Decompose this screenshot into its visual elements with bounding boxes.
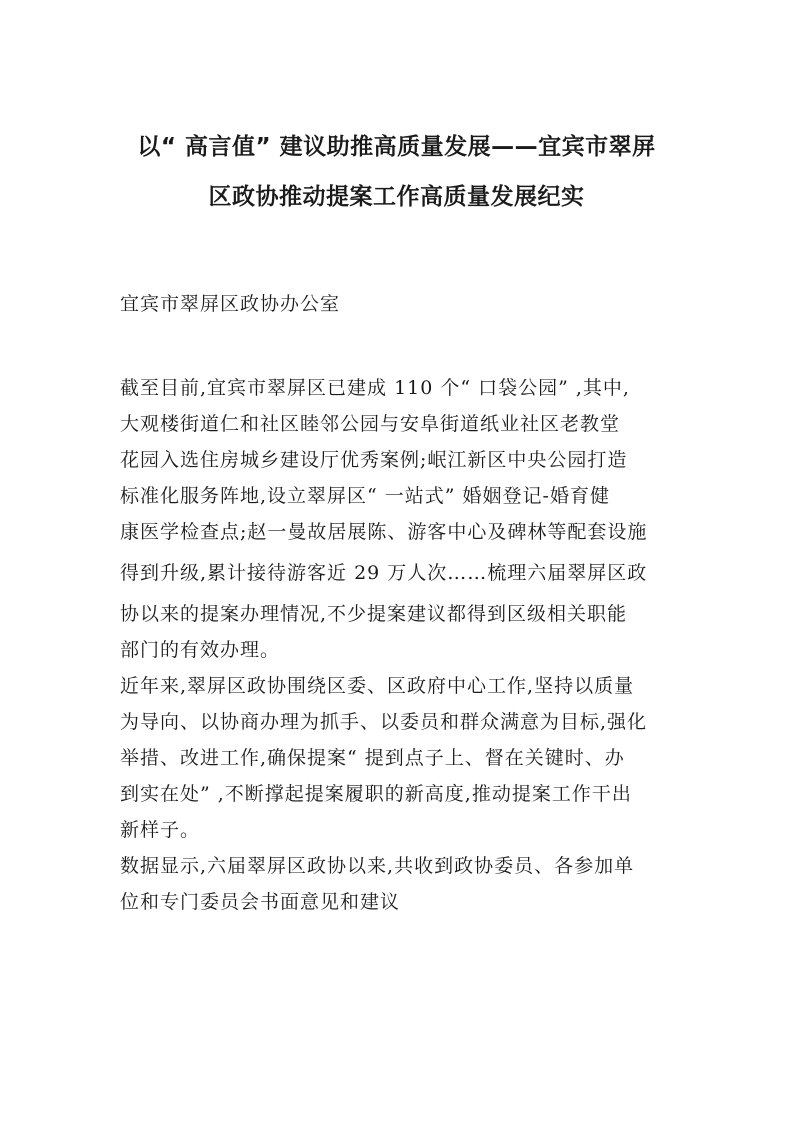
text-line: 为导向、以协商办理为抓手、以委员和群众满意为目标,强化 <box>120 711 648 733</box>
paragraph-1 <box>120 370 676 668</box>
document-title <box>100 122 693 222</box>
text-line: 举措、改进工作,确保提案“ 提到点子上、督在关键时、办 <box>120 747 625 769</box>
text-line: 部门的有效办理。 <box>120 639 281 661</box>
text-line: 得到升级,累计接待游客近 29 万人次……梳理六届翠屏区政 <box>120 562 648 584</box>
document-body <box>120 370 676 920</box>
text-line: 康医学检查点;赵一曼故居展陈、游客中心及碑林等配套设施 <box>120 521 648 543</box>
text-line: 近年来,翠屏区政协围绕区委、区政府中心工作,坚持以质量 <box>120 675 635 697</box>
text-line: 数据显示,六届翠屏区政协以来,共收到政协委员、各参加单 <box>120 855 635 877</box>
text-line: 新样子。 <box>120 819 201 841</box>
title-line: 以“ 高言值” 建议助推高质量发展——宜宾市翠屏 <box>137 134 656 160</box>
text-line: 到实在处” ,不断撑起提案履职的新高度,推动提案工作干出 <box>120 783 632 805</box>
author-line: 宜宾市翠屏区政协办公室 <box>120 293 341 315</box>
text-line: 标准化服务阵地,设立翠屏区“ 一站式” 婚姻登记-婚育健 <box>120 485 610 507</box>
text-line: 截至目前,宜宾市翠屏区已建成 110 个“ 口袋公园” ,其中, <box>120 377 630 399</box>
text-line: 花园入选住房城乡建设厅优秀案例;岷江新区中央公园打造 <box>120 449 628 471</box>
text-line: 大观楼街道仁和社区睦邻公园与安阜街道纸业社区老教堂 <box>120 413 621 435</box>
text-line: 位和专门委员会书面意见和建议 <box>120 891 401 913</box>
paragraph-2 <box>120 668 676 848</box>
text-line: 协以来的提案办理情况,不少提案建议都得到区级相关职能 <box>120 603 628 625</box>
paragraph-3 <box>120 848 676 920</box>
title-line: 区政协推动提案工作高质量发展纪实 <box>208 184 585 210</box>
